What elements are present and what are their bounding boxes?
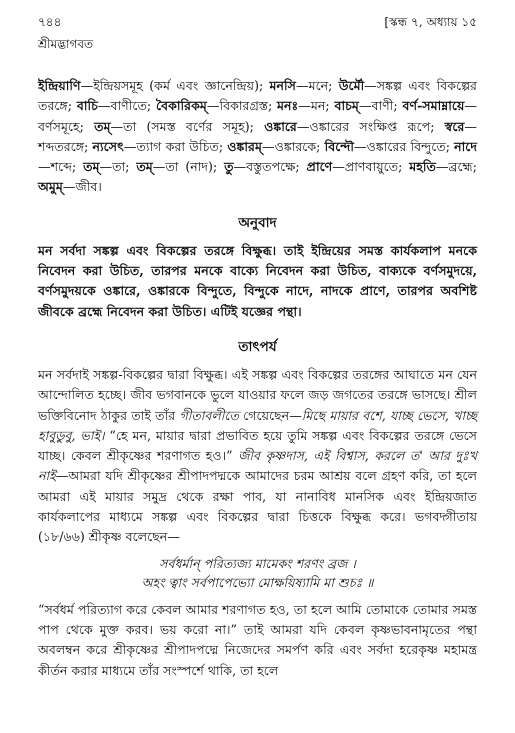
sanskrit-word: তম্ [136,159,153,175]
word-meaning: —প্রাণবায়ুতে; [332,159,410,175]
word-meaning: —বর্ণসমূহে; [38,98,477,134]
word-meaning: —ওঙ্কারের বিন্দুতে; [353,138,455,154]
gita-verse [38,554,477,592]
sanskrit-word: ওঙ্কারম্ [227,138,262,154]
sanskrit-word: বিন্দৌ [324,138,354,154]
sanskrit-word: তম্ [94,118,111,134]
chapter-reference: [স্কন্ধ ৭, অধ্যায় ১৫ [384,15,477,29]
word-meaning: —তা (নাদ); [152,159,225,175]
page-number: ৭৪৪ [38,15,62,29]
purport-text: —আমরা যদি শ্রীকৃষ্ণের শ্রীপাদপদ্মকে আমাদের চরম আশ্রয় বলে গ্রহণ করি, তা হলে আমরা এই মায়ার সমুদ্র থেকে রক্ষা পাব, যা নানাবিধ মানসিক এবং ইন্দ্রিয়জাত কার্যকলাপের মাধ্যমে সঙ্কল্প এবং বিকল্পের দ্বারা চিত্তকে বিক্ষুব্ধ করে। ভগবদ্গীতায় (১৮/৬৬) শ্রীকৃষ্ণ বলেছেন— [38,468,477,545]
word-meaning: —তা (সমস্ত বর্ণের সমূহ); [110,118,265,134]
word-meaning: —ওঙ্কারের সংক্ষিপ্ত রূপে; [296,118,445,134]
sanskrit-word: ইন্দ্রিয়াণি [38,78,81,93]
word-meaning: —ত্যাগ করা উচিত; [123,138,228,154]
word-meaning: —শব্দে; [38,159,84,175]
word-meaning: —মনে; [295,78,339,93]
word-meanings [38,76,477,198]
verse-line: অহং ত্বাং সর্বপাপেভ্যো মোক্ষয়িষ্যামি মা শুচঃ ॥ [141,574,374,590]
word-meaning: —বিকারগ্রস্ত; [206,98,278,114]
sanskrit-word: বৈকারিকম্ [155,98,207,114]
sanskrit-word: তম্ [83,159,100,175]
word-meaning: —ওঙ্কারকে; [261,138,325,154]
sanskrit-word: মনসি [269,78,296,93]
word-meaning: —বাণী; [358,98,403,114]
word-meaning: —মন; [298,98,335,114]
word-meaning: —বাণীতে; [97,98,156,114]
purport-text: মন সর্বদাই সঙ্কল্প-বিকল্পের দ্বারা বিক্ষুব্ধ। এই সঙ্কল্প এবং বিকল্পের তরঙ্গের আঘাতে মন যেন আন্দোলিত হচ্ছে। জীব ভগবানকে ভুলে যাওয়ার ফলে জড় জগতের তরঙ্গে ভাসছে। শ্রীল ভক্তিবিনোদ ঠাকুর তাই তাঁর [38,366,477,423]
purport-paragraph-2: “সর্বধর্ম পরিত্যাগ করে কেবল আমার শরণাগত হও, তা হলে আমি তোমাকে তোমার সমস্ত পাপ থেকে মুক্ত করব। ভয় করো না।” তাই আমরা যদি কেবল কৃষ্ণভাবনামৃতের পন্থা অবলম্বন করে শ্রীকৃষ্ণের শ্রীপাদপদ্মে নিজেদের সমর্পণ করি এবং সর্বদা হরেকৃষ্ণ মহামন্ত্র কীর্তন করার মাধ্যমে তাঁর সংস্পর্শে থাকি, তা হলে [38,601,477,678]
purport-heading: তাৎপর্য [238,338,277,355]
sanskrit-word: প্রাণে [306,159,333,175]
word-meaning: —তা; [99,159,137,175]
song-quote: জীব কৃষ্ণদাস, এই বিশ্বাস, করলে ত' আর দুঃখ নাই [38,448,477,484]
sanskrit-word: ন্যসেৎ [92,138,124,154]
sanskrit-word: বাচম্ [334,98,359,114]
song-quote: মিছে মায়ার বশে, যাচ্ছ ভেসে, খাচ্ছ হাবুডুবু, ভাই। [38,407,477,443]
word-meaning: —জীব। [62,179,102,195]
sanskrit-word: স্বরে [444,118,465,134]
sanskrit-word: বাচি [76,98,98,114]
word-meaning: —সঙ্কল্প এবং বিকল্পের তরঙ্গে; [38,78,477,114]
sanskrit-word: মহতি [409,159,436,175]
verse-line: সর্বধর্মান্ পরিত্যজ্য মামেকং শরণং ব্রজ । [159,555,356,571]
sanskrit-word: নাদে [454,138,477,154]
sanskrit-word: বর্ণ-সমাম্নায়ে [402,98,465,114]
word-meaning: —শব্দতরঙ্গে; [38,118,477,154]
translation-text: মন সর্বদা সঙ্কল্প এবং বিকল্পের তরঙ্গে বিক্ষুব্ধ। তাই ইন্দ্রিয়ের সমস্ত কার্যকলাপ মনকে নিবেদন করা উচিত, তারপর মনকে বাক্যে নিবেদন করা উচিত, বাক্যকে বর্ণসমুদয়ে, বর্ণসমুদয়কে ওঙ্কারে, ওঙ্কারকে বিন্দুতে, বিন্দুকে নাদে, নাদকে প্রাণে, তারপর অবশিষ্ট জীবকে ব্রহ্মে নিবেদন করা উচিত। এটিই যজ্ঞের পন্থা। [38,242,477,319]
sanskrit-word: অমুম্ [38,179,63,195]
sanskrit-word: উর্মৌ [338,78,365,93]
book-title: শ্রীমদ্ভাগবত [38,37,94,51]
sanskrit-word: ওঙ্কারে [264,118,297,134]
sanskrit-word: মনঃ [277,98,299,114]
word-meaning: —ব্রহ্মে; [435,159,478,175]
page-header [38,14,477,36]
purport-text: “হে মন, মায়ার দ্বারা প্রভাবিত হয়ে তুমি সঙ্কল্প এবং বিকল্পের তরঙ্গে ভেসে যাচ্ছ। কেবল শ্রীকৃষ্ণের শরণাগত হও।” [38,427,477,464]
book-reference: গীতাবলীতে [179,407,239,423]
word-meaning: —ইন্দ্রিয়সমূহ (কর্ম এবং জ্ঞানেন্দ্রিয়); [80,78,270,93]
purport-text: গেয়েছেন— [238,407,302,423]
translation-heading: অনুবাদ [238,214,277,231]
word-meaning: —বস্তুতপক্ষে; [233,159,307,175]
sanskrit-word: তু [224,159,234,175]
purport-paragraph-1 [38,365,477,548]
